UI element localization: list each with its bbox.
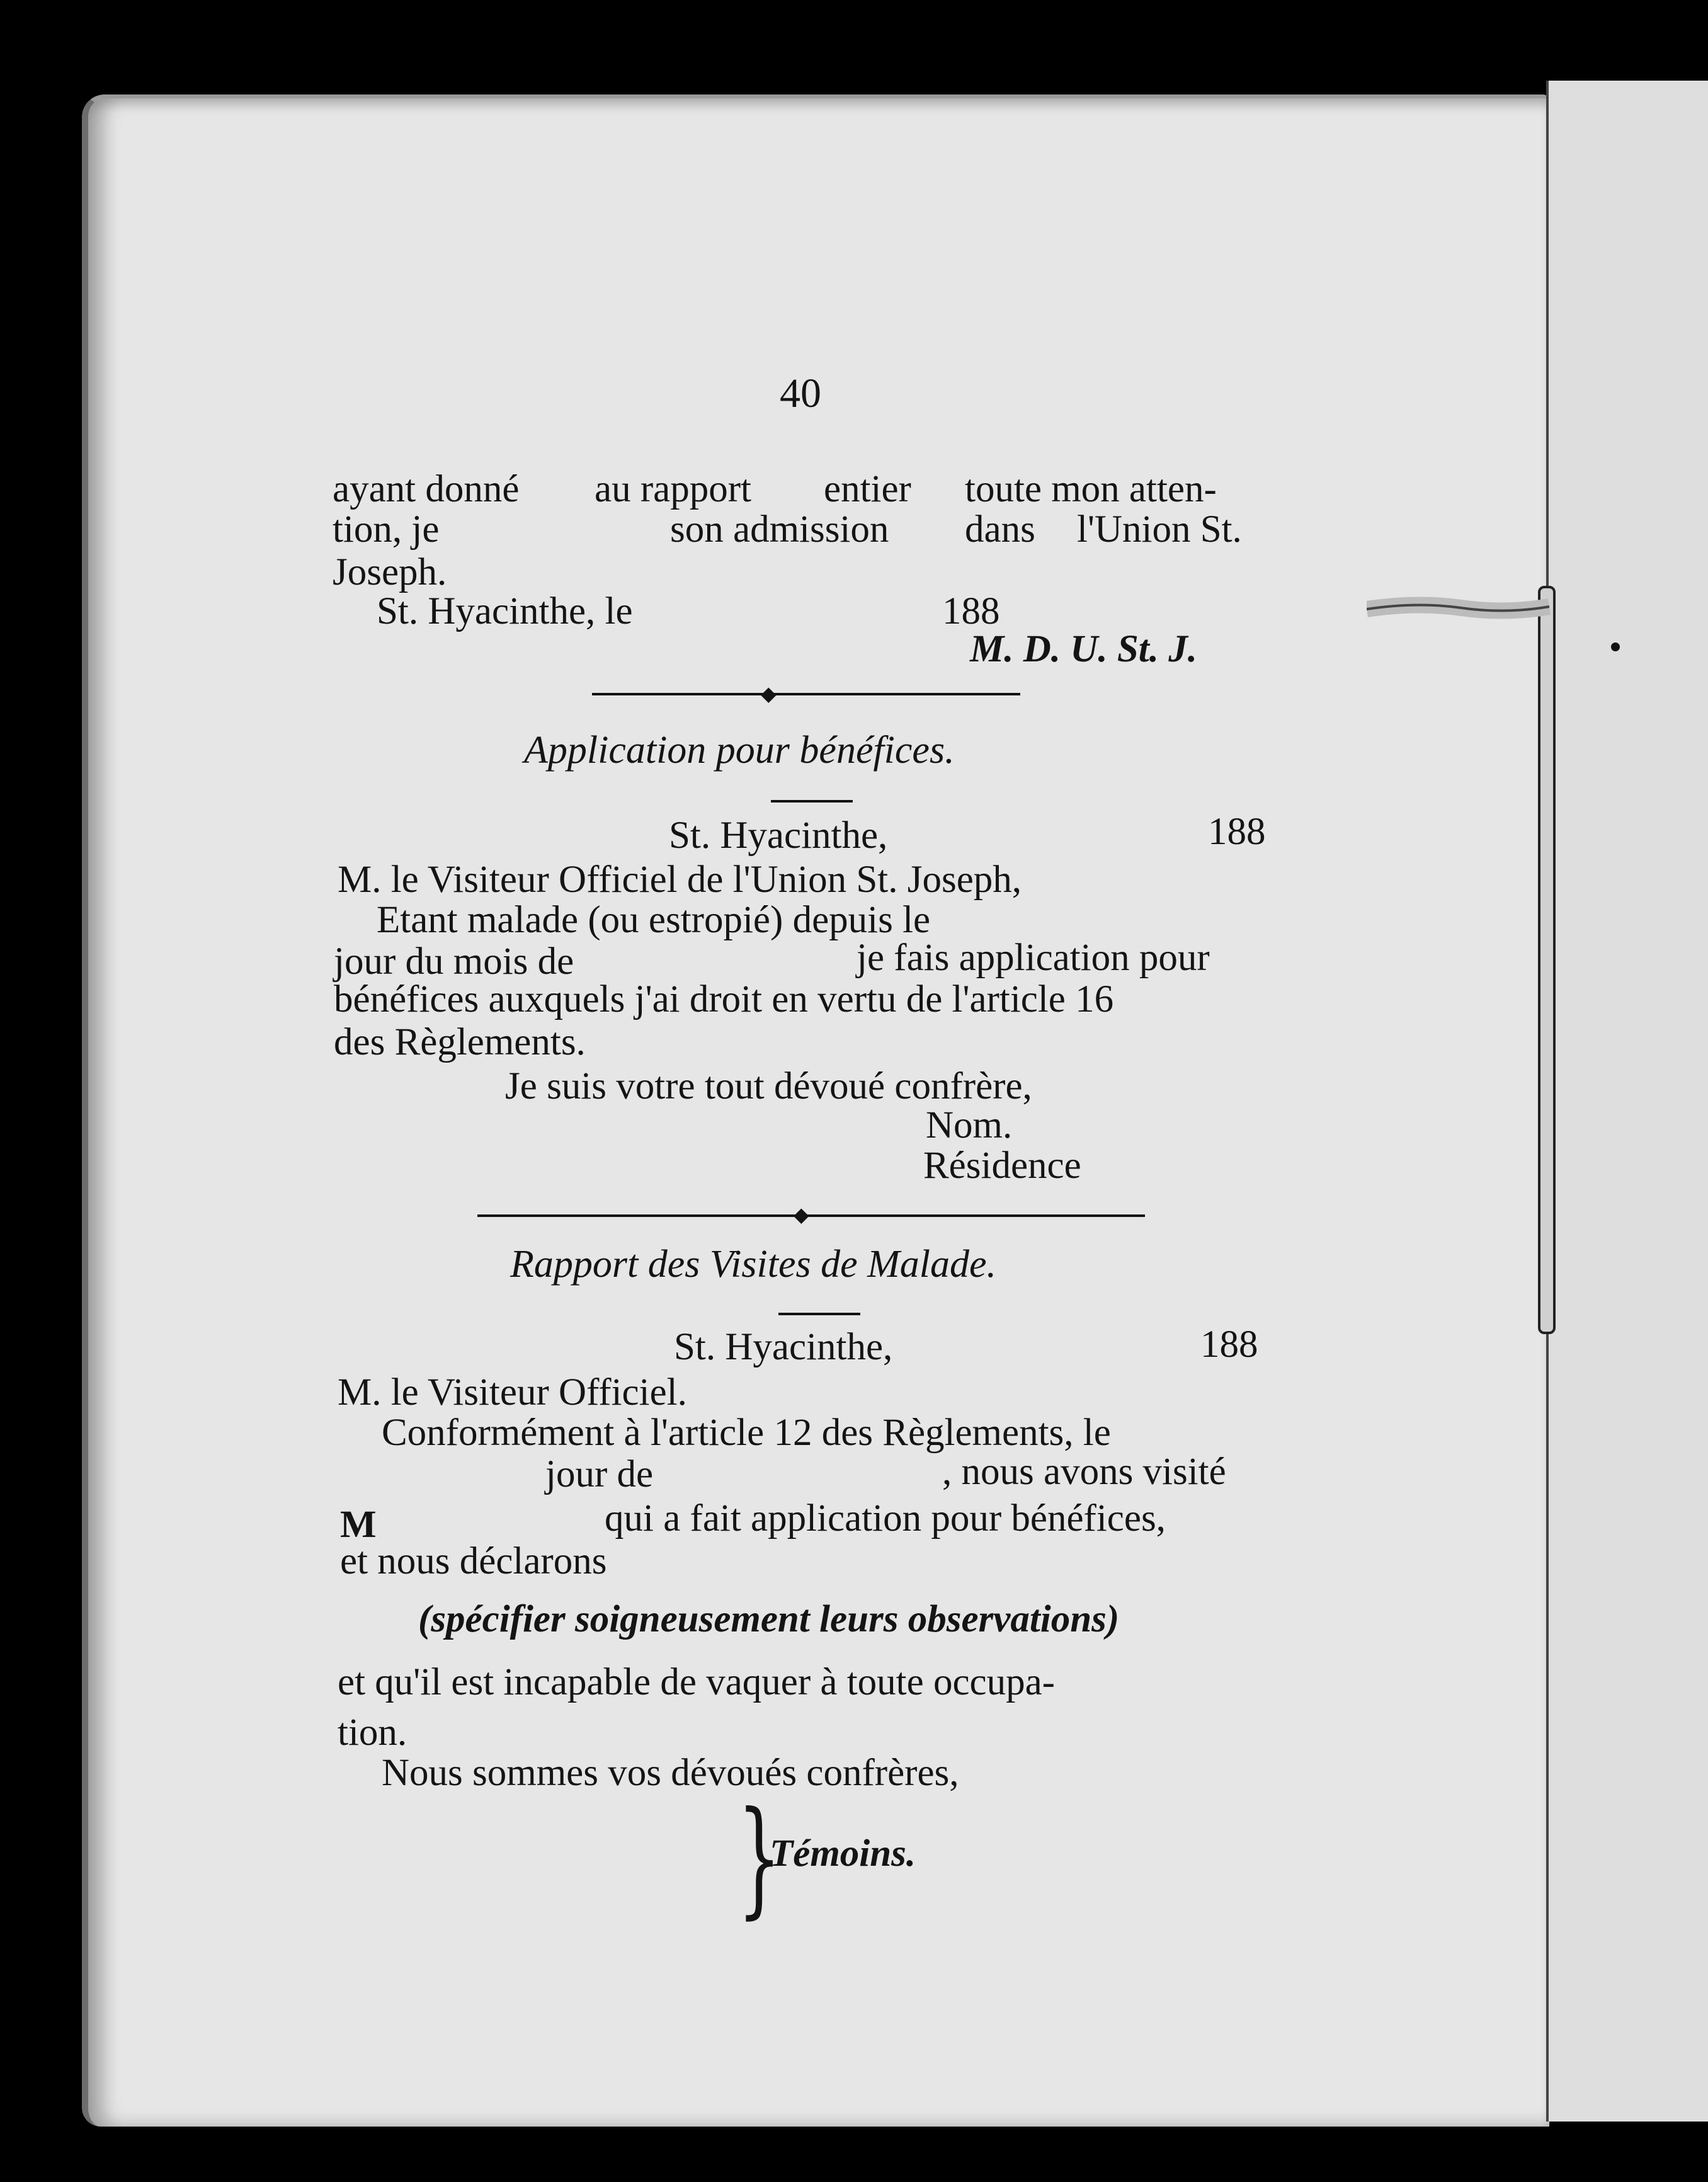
short-rule (771, 800, 853, 803)
text-line: Joseph. (333, 551, 447, 593)
year-field: 188 (1200, 1323, 1258, 1366)
text-line: et qu'il est incapable de vaquer à toute occupa- (338, 1661, 1055, 1703)
binding-cord (1538, 586, 1556, 1334)
binding-knot (1367, 589, 1556, 633)
section-heading: Application pour bénéfices. (524, 729, 955, 772)
closing-line: Je suis votre tout dévoué confrère, (505, 1065, 1032, 1107)
text-line: ayant donné (333, 468, 520, 510)
closing-line: Nous sommes vos dévoués confrères, (382, 1752, 959, 1794)
text-line: des Règlements. (334, 1021, 586, 1063)
text-line: jour de (545, 1453, 654, 1495)
ornamental-rule (592, 693, 1020, 695)
rule-ornament: ◆ (761, 682, 777, 705)
address-line: M. le Visiteur Officiel de l'Union St. Joseph, (338, 859, 1022, 901)
text-line: entier (824, 468, 911, 510)
text-line: au rapport (595, 468, 751, 510)
signature-initials: M. D. U. St. J. (970, 628, 1197, 670)
text-line: son admission (670, 508, 889, 551)
text-line: M (340, 1504, 377, 1546)
text-line: je fais application pour (857, 937, 1210, 979)
text-line: bénéfices auxquels j'ai droit en vertu de l'article 16 (334, 978, 1114, 1020)
text-line: Conformément à l'article 12 des Règlements, le (382, 1412, 1111, 1454)
place-date-line: St. Hyacinthe, le (377, 590, 633, 632)
year-field: 188 (942, 590, 1000, 632)
year-field: 188 (1208, 811, 1266, 853)
witness-brace: } (737, 1785, 782, 1931)
text-line: , nous avons visité (942, 1451, 1226, 1493)
place-line: St. Hyacinthe, (674, 1326, 893, 1368)
text-line: l'Union St. (1077, 508, 1242, 551)
text-line: tion. (338, 1711, 407, 1754)
ink-speck (1611, 643, 1620, 651)
section-heading: Rapport des Visites de Malade. (510, 1243, 997, 1286)
text-line: toute mon atten- (965, 468, 1217, 510)
rule-ornament: ◆ (794, 1203, 809, 1226)
text-line: et nous déclarons (340, 1540, 607, 1582)
witnesses-label: Témoins. (770, 1832, 916, 1875)
page-number: 40 (780, 370, 821, 416)
instruction-line: (spécifier soigneusement leurs observations) (418, 1598, 1120, 1640)
text-line: Etant malade (ou estropié) depuis le (377, 899, 931, 941)
adjacent-page-edge (1546, 81, 1708, 2122)
text-line: jour du mois de (334, 940, 574, 983)
residence-label: Résidence (923, 1145, 1081, 1187)
text-line: dans (965, 508, 1035, 551)
text-line: qui a fait application pour bénéfices, (605, 1497, 1166, 1539)
short-rule (778, 1313, 860, 1315)
address-line: M. le Visiteur Officiel. (338, 1371, 687, 1414)
ornamental-rule (477, 1214, 1145, 1217)
text-line: tion, je (333, 508, 440, 551)
name-label: Nom. (926, 1104, 1013, 1146)
place-line: St. Hyacinthe, (669, 814, 888, 857)
